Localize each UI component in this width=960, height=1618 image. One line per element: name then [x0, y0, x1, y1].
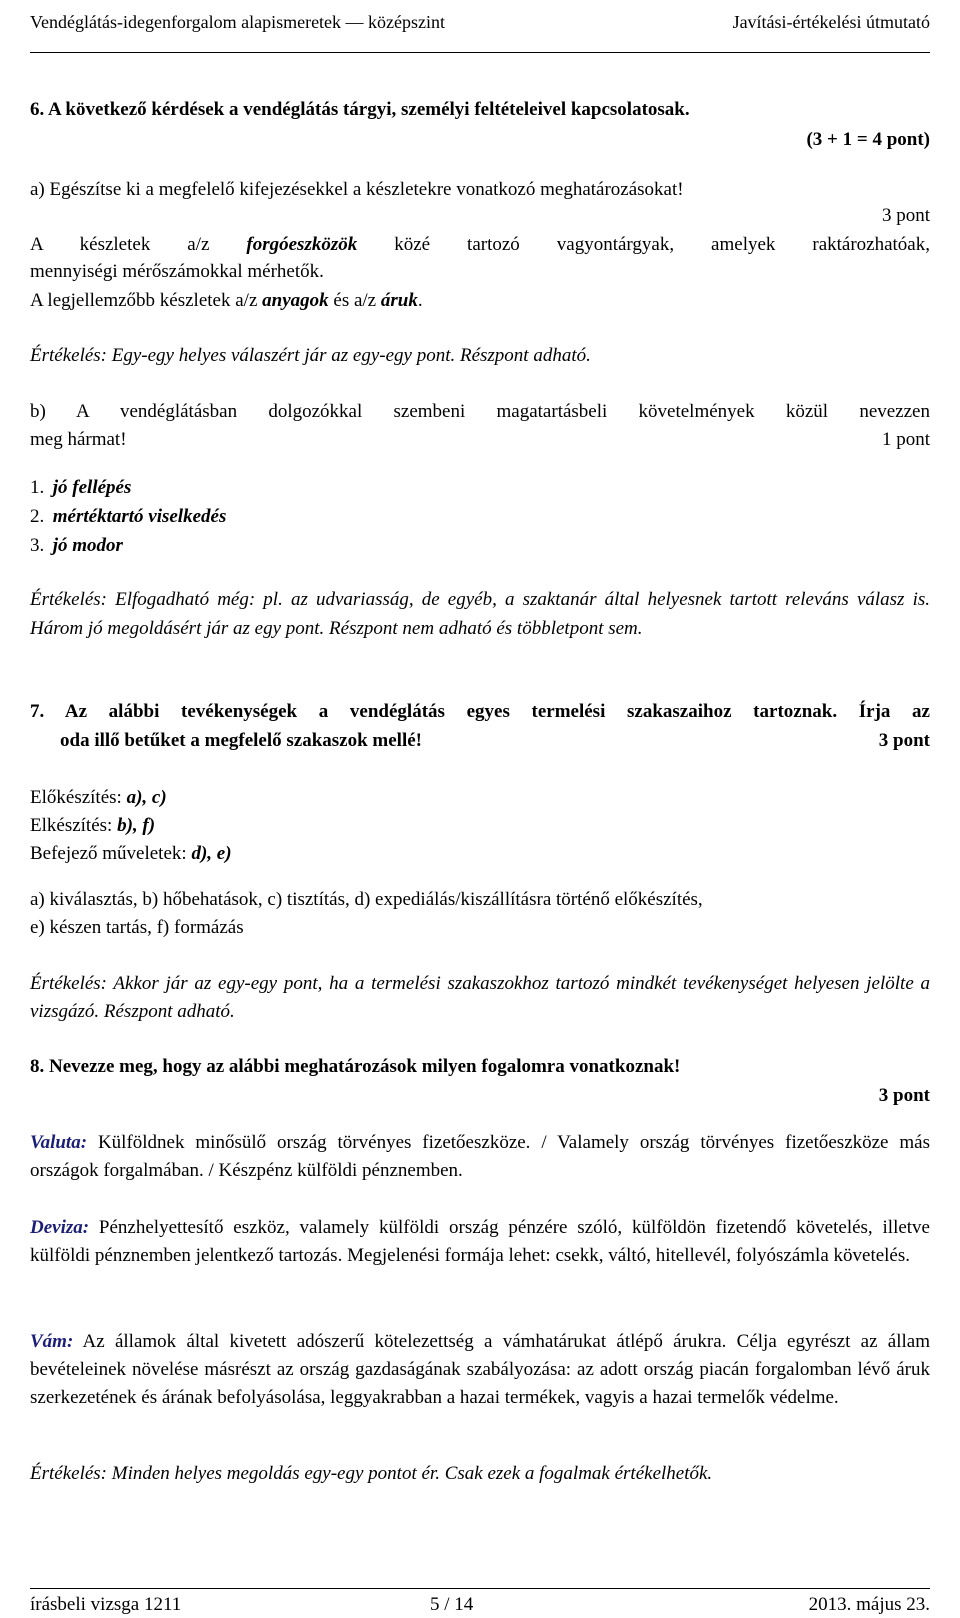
q6a-line1-pre: A készletek a/z	[30, 234, 210, 255]
q8-points: 3 pont	[878, 1085, 930, 1106]
document-page	[30, 0, 930, 1617]
q6-title: 6. A következő kérdések a vendéglátás tárgyi, személyi feltételeivel kapcsolatosak.	[30, 99, 690, 120]
q6a-points: 3 pont	[881, 205, 930, 226]
q6b-points: 1 pont	[881, 429, 930, 450]
footer-left: írásbeli vizsga 1211	[30, 1594, 182, 1615]
q8-term: Vám:	[30, 1331, 74, 1352]
q7-points: 3 pont	[878, 730, 930, 751]
q8-term: Valuta:	[30, 1132, 88, 1153]
q6a-term-anyagok: anyagok	[262, 290, 329, 311]
q8-definition: Pénzhelyettesítő eszköz, valamely külföldi ország pénzére szóló, külföldön fizetendő követelés, illetve külföldi pénznemben jelentkező tartozás. Megjelenési formája lehet: csekk, váltó, hitellevél, folyószámla követelés.	[30, 1217, 930, 1266]
q6a-question: a) Egészítse ki a megfelelő kifejezésekkel a készletekre vonatkozó meghatározásokat!	[30, 179, 684, 200]
list-item-number: 2.	[30, 506, 45, 527]
q8-def-valuta	[30, 1129, 930, 1185]
q6a-evaluation: Értékelés: Egy-egy helyes válaszért jár az egy-egy pont. Részpont adható.	[30, 345, 591, 366]
list-item-text: mértéktartó viselkedés	[52, 506, 227, 527]
q6a-line3-end: .	[417, 290, 423, 311]
list-item	[30, 531, 226, 560]
q7-evaluation: Értékelés: Akkor jár az egy-egy pont, ha a termelési szakaszokhoz tartozó mindkét tevékenységet helyesen jelölte a vizsgázó. Részpont adható.	[30, 973, 930, 1022]
q6b-answer-list	[30, 473, 226, 560]
q7-row-elkeszites	[30, 812, 930, 840]
footer-page-number: 5 / 14	[430, 1594, 474, 1615]
q8-def-vam	[30, 1328, 930, 1412]
q7-options-line2: e) készen tartás, f) formázás	[30, 917, 244, 938]
q8-title: 8. Nevezze meg, hogy az alábbi meghatározások milyen fogalomra vonatkoznak!	[30, 1056, 681, 1077]
q8-term: Deviza:	[30, 1217, 90, 1238]
q8-def-deviza	[30, 1214, 930, 1270]
q7-title-text: oda illő betűket a megfelelő szakaszok mellé!	[60, 730, 423, 751]
list-item-number: 1.	[30, 477, 45, 498]
q7-row-answer: a), c)	[126, 787, 167, 808]
list-item	[30, 473, 226, 502]
list-item-text: jó fellépés	[52, 477, 132, 498]
header-left: Vendéglátás-idegenforgalom alapismeretek — középszint	[30, 12, 446, 32]
q6b-question-line1: b) A vendéglátásban dolgozókkal szembeni magatartásbeli követelmények közül nevezzen	[30, 401, 930, 422]
q6b-question-line2	[30, 426, 930, 454]
q7-row-label: Elkészítés:	[30, 815, 113, 836]
q6a-line3	[30, 287, 930, 315]
q6a-line3-mid: és a/z	[333, 290, 377, 311]
q8-definition: Külföldnek minősülő ország törvényes fizetőeszköze. / Valamely ország törvényes fizetőeszköze más országok forgalmában. / Készpénz külföldi pénznemben.	[30, 1132, 931, 1181]
list-item-text: jó modor	[52, 535, 123, 556]
list-item-number: 3.	[30, 535, 45, 556]
q6b-question-text: meg hármat!	[30, 429, 127, 450]
q8-definition: Az államok által kivetett adószerű kötelezettség a vámhatárukat átlépő árukra. Célja egyrészt az állam bevételeinek növelése másrészt az ország gazdaságának szabályozása: az adott ország piacán forgalomban lévő áruk szerkezetének és árának befolyásolása, leggyakrabban a hazai termékek, vagyis a hazai termelők védelme.	[30, 1331, 930, 1408]
q6b-evaluation: Értékelés: Elfogadható még: pl. az udvariasság, de egyéb, a szaktanár által helyesnek tartott releváns válasz is. Három jó megoldásért jár az egy pont. Részpont nem adható és többletpont sem.	[30, 589, 930, 639]
q6a-term-aruk: áruk	[380, 290, 418, 311]
q6a-line1	[30, 231, 930, 259]
header-right: Javítási-értékelési útmutató	[732, 12, 930, 32]
page-header	[30, 6, 930, 40]
list-item	[30, 502, 226, 531]
q7-row-answer: d), e)	[191, 843, 232, 864]
page-footer	[30, 1588, 930, 1618]
q7-row-label: Befejező műveletek:	[30, 843, 187, 864]
q7-title-line1: 7. Az alábbi tevékenységek a vendéglátás egyes termelési szakaszaihoz tartoznak. Írja az	[30, 701, 930, 722]
q8-evaluation: Értékelés: Minden helyes megoldás egy-egy pontot ér. Csak ezek a fogalmak értékelhetők.	[30, 1463, 713, 1484]
q7-title-line2	[30, 727, 930, 755]
q7-row-elokeszites	[30, 784, 930, 812]
q7-row-label: Előkészítés:	[30, 787, 122, 808]
q6a-line3-pre: A legjellemzőbb készletek a/z	[30, 290, 258, 311]
header-rule	[30, 52, 930, 53]
q7-options-line1: a) kiválasztás, b) hőbehatások, c) tisztítás, d) expediálás/kiszállításra történő előkészítés,	[30, 889, 703, 910]
q7-row-answer: b), f)	[117, 815, 156, 836]
q7-row-befejezo	[30, 840, 930, 868]
q6a-line1-post: közé tartozó vagyontárgyak, amelyek raktározhatóak,	[394, 234, 930, 255]
q6a-line2: mennyiségi mérőszámokkal mérhetők.	[30, 261, 324, 282]
q6a-term-forgoeszkozok: forgóeszközök	[246, 234, 358, 255]
q6-points: (3 + 1 = 4 pont)	[806, 129, 930, 150]
footer-date: 2013. május 23.	[808, 1594, 930, 1615]
